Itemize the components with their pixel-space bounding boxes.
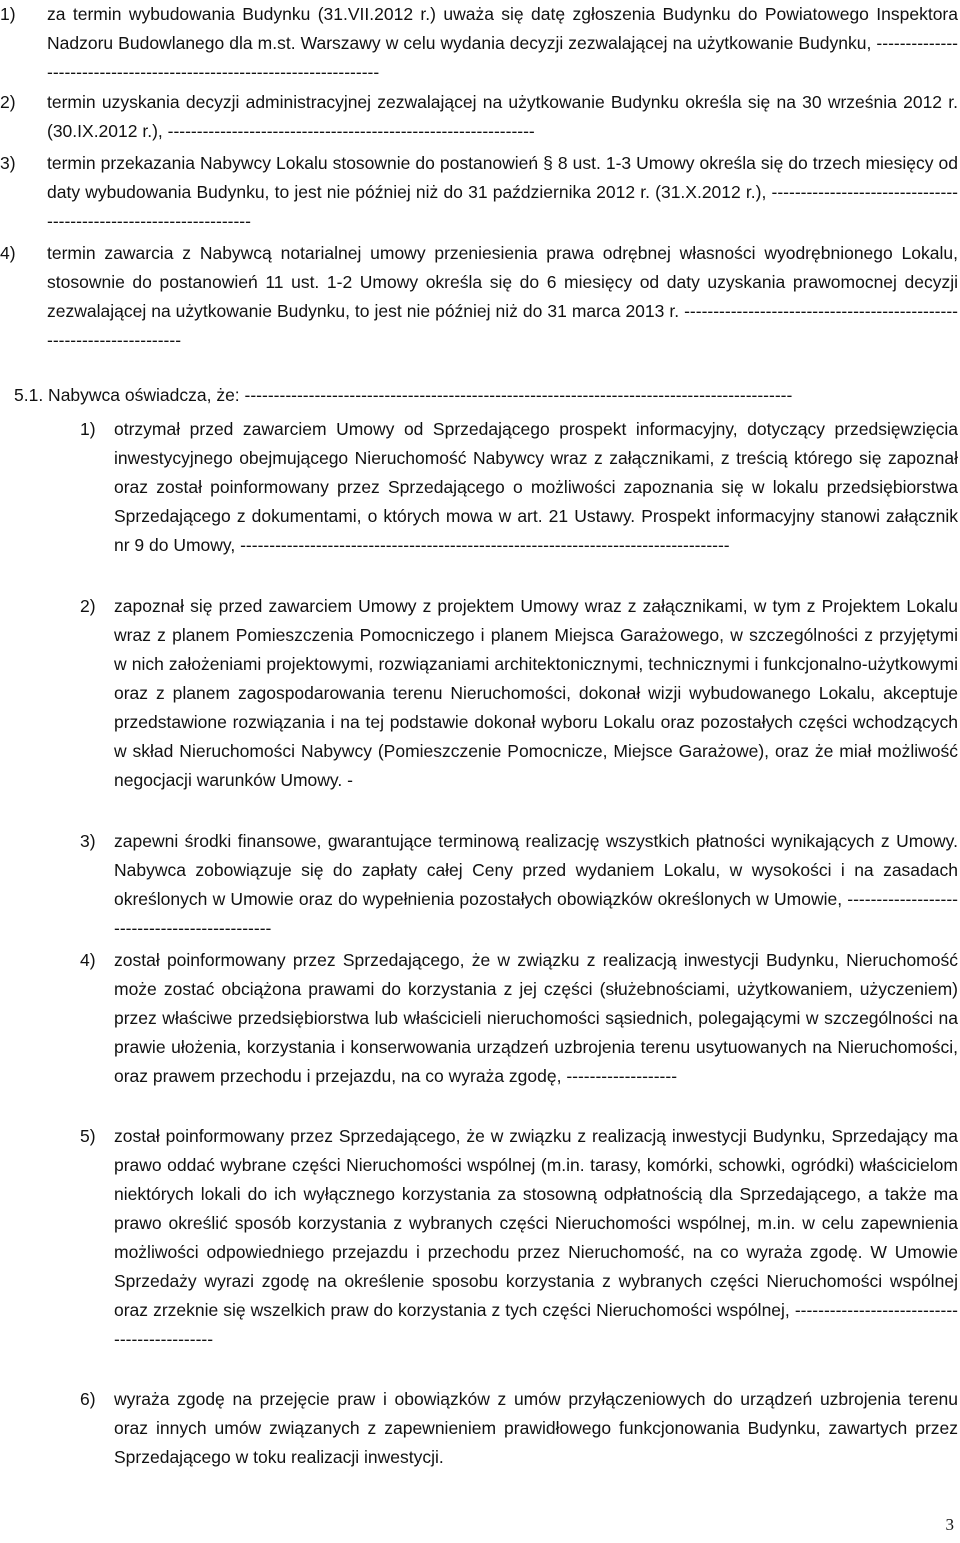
- list-item: [80, 827, 958, 943]
- section-heading: 5.1. Nabywca oświadcza, że: ----------------------------------------------------------------------------------------------: [14, 385, 793, 405]
- list-item: [0, 239, 958, 355]
- item-number: 4): [0, 243, 16, 263]
- item-text: wyraża zgodę na przejęcie praw i obowiązków z umów przyłączeniowych do urządzeń uzbrojenia terenu oraz innych umów związanych z zapewnieniem prawidłowego funkcjonowania Budynku, zawartych przez Sprzedającego w toku realizacji inwestycji.: [114, 1389, 958, 1467]
- list-item: [0, 149, 958, 236]
- list-item: [80, 592, 958, 795]
- item-number: 1): [80, 419, 96, 439]
- list-item: [80, 1122, 958, 1354]
- item-number: 4): [80, 950, 96, 970]
- item-number: 2): [0, 92, 16, 112]
- item-number: 2): [80, 596, 96, 616]
- item-number: 3): [0, 153, 16, 173]
- item-number: 5): [80, 1126, 96, 1146]
- page-number: 3: [945, 1515, 954, 1534]
- item-text: termin zawarcia z Nabywcą notarialnej umowy przeniesienia prawa odrębnej własności wyodrębnionego Lokalu, stosownie do postanowień 11 ust. 1-2 Umowy określa się do 6 miesięcy od daty uzyskania prawomocnej decyzji zezwalającej na użytkowanie Budynku, to jest nie później niż do 31 marca 2013 r. ----------------------------------------------------------------------: [47, 243, 958, 350]
- list-item: [80, 1385, 958, 1472]
- item-text: za termin wybudowania Budynku (31.VII.2012 r.) uważa się datę zgłoszenia Budynku do Powiatowego Inspektora Nadzoru Budowlanego dla m.st. Warszawy w celu wydania decyzji zezwalającej na użytkowanie Budynku, -----------------------------------------------------------------------: [47, 4, 958, 82]
- item-text: zapewni środki finansowe, gwarantujące terminową realizację wszystkich płatności wynikających z Umowy. Nabywca zobowiązuje się do zapłaty całej Ceny przed wydaniem Lokalu, w wysokości i na zasadach określonych w Umowie oraz do wypełnienia pozostałych obowiązków określonych w Umowie, ----------------------------------------------: [114, 831, 958, 938]
- item-text: termin przekazania Nabywcy Lokalu stosownie do postanowień § 8 ust. 1-3 Umowy określa się do trzech miesięcy od daty wybudowania Budynku, to jest nie później niż do 31 października 2012 r. (31.X.2012 r.), -------------------------------------------------------------------: [47, 153, 958, 231]
- item-number: 3): [80, 831, 96, 851]
- item-text: otrzymał przed zawarciem Umowy od Sprzedającego prospekt informacyjny, dotyczący przedsięwzięcia inwestycyjnego obejmującego Nieruchomość Nabywcy wraz z załącznikami, z treścią którego się zapoznał oraz został poinformowany przez Sprzedającego o możliwości zapoznania się w lokalu przedsiębiorstwa Sprzedającego z dokumentami, o których mowa w art. 21 Ustawy. Prospekt informacyjny stanowi załącznik nr 9 do Umowy, ------------------------------------------------------------------------------------: [114, 419, 958, 555]
- item-text: termin uzyskania decyzji administracyjnej zezwalającej na użytkowanie Budynku określa się na 30 września 2012 r. (30.IX.2012 r.), ---------------------------------------------------------------: [47, 92, 958, 141]
- item-number: 1): [0, 4, 16, 24]
- item-text: zapoznał się przed zawarciem Umowy z projektem Umowy wraz z załącznikami, w tym z Projektem Lokalu wraz z planem Pomieszczenia Pomocniczego i planem Miejsca Garażowego, w szczególności z przyjętymi w nich założeniami projektowymi, rozwiązaniami architektonicznymi, technicznymi i funkcjonalno-użytkowymi oraz z planem zagospodarowania terenu Nieruchomości, dokonał wizji wybudowanego Lokalu, akceptuje przedstawione rozwiązania i na tej podstawie dokonał wyboru Lokalu oraz pozostałych części wchodzących w skład Nieruchomości Nabywcy (Pomieszczenie Pomocnicze, Miejsce Garażowe), oraz że miał możliwość negocjacji warunków Umowy. -: [114, 596, 958, 790]
- item-number: 6): [80, 1389, 96, 1409]
- item-text: został poinformowany przez Sprzedającego, że w związku z realizacją inwestycji Budynku, Nieruchomość może zostać obciążona prawami do korzystania z jej części (służebnościami, użytkowaniem, użyczeniem) przez właściwe przedsiębiorstwa lub właścicieli nieruchomości sąsiednich, polegającymi w szczególności na prawie ułożenia, korzystania i konserwowania urządzeń uzbrojenia terenu usytuowanych na Nieruchomości, oraz prawem przechodu i przejazdu, na co wyraża zgodę, -------------------: [114, 950, 958, 1086]
- list-item: [0, 88, 958, 146]
- list-item: [0, 0, 958, 87]
- list-item: [80, 415, 958, 560]
- item-text: został poinformowany przez Sprzedającego, że w związku z realizacją inwestycji Budynku, Sprzedający ma prawo oddać wybrane części Nieruchomości wspólnej (m.in. tarasy, komórki, schowki, ogródki) właścicielom niektórych lokali do ich wyłącznego korzystania za stosowną odpłatnością dla Sprzedającego, a także ma prawo określić sposób korzystania z wybranych części Nieruchomości wspólnej, m.in. w celu zapewnienia możliwości odpowiedniego przejazdu i przechodu przez Nieruchomość, na co wyraża zgodę. W Umowie Sprzedaży wyrazi zgodę na określenie sposobu korzystania z wybranych części Nieruchomości wspólnej oraz zrzeknie się wszelkich praw do korzystania z tych części Nieruchomości wspólnej, ---------------------------------------------: [114, 1126, 958, 1349]
- list-item: [80, 946, 958, 1091]
